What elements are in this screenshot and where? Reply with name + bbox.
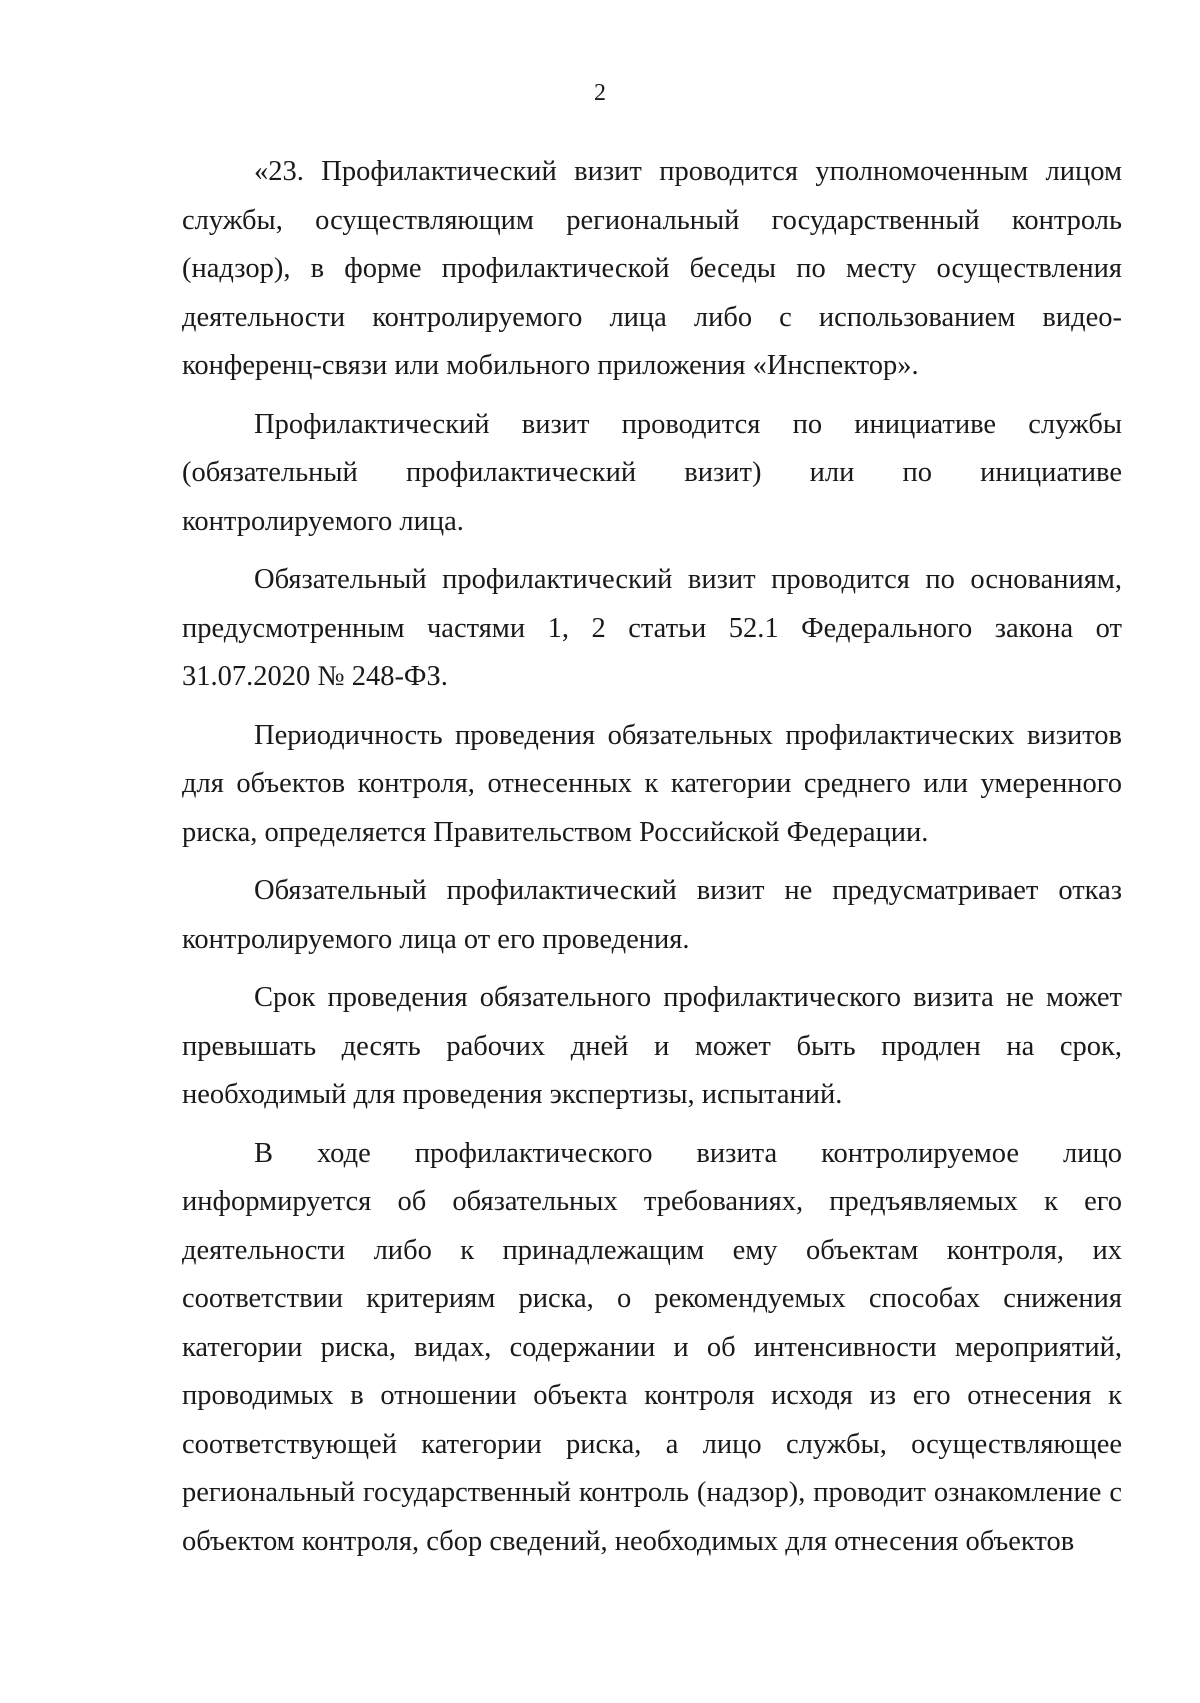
- paragraph-3: Обязательный профилактический визит проводится по основаниям, предусмотренным частями 1, 2 статьи 52.1 Федерального закона от 31.07.2020 № 248-ФЗ.: [182, 564, 1122, 692]
- paragraph-2: Профилактический визит проводится по инициативе службы (обязательный профилактический визит) или по инициативе контролируемого лица.: [182, 408, 1122, 537]
- paragraph-4: Периодичность проведения обязательных профилактических визитов для объектов контроля, отнесенных к категории среднего или умеренного риска, определяется Правительством Российской Федерации.: [182, 719, 1122, 848]
- page-number: 2: [594, 80, 606, 106]
- paragraph-7: В ходе профилактического визита контролируемое лицо информируется об обязательных требованиях, предъявляемых к его деятельности либо к принадлежащим ему объектам контроля, их соответствии критериям риска, о рекомендуемых способах снижения категории риска, видах, содержании и об интенсивности мероприятий, проводимых в отношении объекта контроля исходя из его отнесения к соответствующей категории риска, а лицо службы, осуществляющее региональный государственный контроль (надзор), проводит ознакомление с объектом контроля, сбор сведений, необходимых для отнесения объектов: [182, 1137, 1122, 1557]
- paragraph-6: Срок проведения обязательного профилактического визита не может превышать десять рабочих дней и может быть продлен на срок, необходимый для проведения экспертизы, испытаний.: [182, 982, 1122, 1110]
- document-body: [182, 148, 1122, 1576]
- paragraph-1: «23. Профилактический визит проводится уполномоченным лицом службы, осуществляющим региональный государственный контроль (надзор), в форме профилактической беседы по месту осуществления деятельности контролируемого лица либо с использованием видео-конференц-связи или мобильного приложения «Инспектор».: [182, 156, 1122, 381]
- paragraph-5: Обязательный профилактический визит не предусматривает отказ контролируемого лица от его проведения.: [182, 875, 1122, 955]
